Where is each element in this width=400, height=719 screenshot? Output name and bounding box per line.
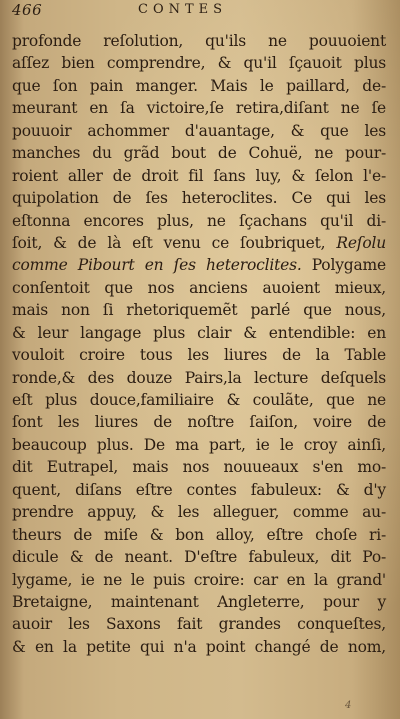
text-line: ſont les liures de noſtre ſaiſon, voire de — [12, 413, 386, 432]
text-line: auoir les Saxons fait grandes conqueſtes, — [12, 615, 386, 634]
text-line: beaucoup plus. De ma part, ie le croy ainſi, — [12, 435, 386, 454]
text-segment: ſoit, & de là eſt venu ce ſoubriquet, — [12, 233, 337, 252]
text-line: & leur langage plus clair & entendible: en — [12, 323, 386, 342]
italic-phrase: Reſolu — [336, 233, 386, 252]
text-line: roient aller de droit fil ſans luy, & ſelon l'e- — [12, 166, 386, 185]
text-line: quipolation de ſes heteroclites. Ce qui les — [12, 189, 386, 208]
text-line: conſentoit que nos anciens auoient mieux, — [12, 278, 386, 297]
text-line: que ſon pain manger. Mais le paillard, de- — [12, 76, 386, 95]
italic-phrase: comme Pibourt en ſes heteroclites. — [12, 256, 302, 275]
text-line: vouloit croire tous les liures de la Table — [12, 346, 386, 365]
text-line-with-italic — [12, 232, 386, 254]
page-number: 466 — [12, 1, 43, 19]
text-line: dicule & de neant. D'eſtre fabuleux, dit Po- — [12, 548, 386, 567]
text-line: mais non ſi rhetoriquemẽt parlé que nous, — [12, 301, 386, 320]
text-segment: Polygame — [301, 256, 386, 275]
text-line: lygame, ie ne le puis croire: car en la grand' — [12, 570, 386, 589]
text-line: aſſez bien comprendre, & qu'il ſçauoit plus — [12, 54, 386, 73]
running-head: CONTES — [138, 2, 228, 17]
signature-mark: 4 — [345, 700, 352, 711]
text-line: manches du grãd bout de Cohuë, ne pour- — [12, 144, 386, 163]
text-line: profonde reſolution, qu'ils ne pouuoient — [12, 32, 386, 50]
text-line: & en la petite qui n'a point changé de nom, — [12, 637, 386, 656]
body-text — [12, 30, 386, 658]
text-line-with-italic — [12, 254, 386, 276]
text-line: dit Eutrapel, mais nos nouueaux s'en mo- — [12, 458, 386, 477]
page-header — [0, 1, 400, 21]
text-line: eſt plus douce,familiaire & coulãte, que ne — [12, 391, 386, 409]
text-line: ronde,& des douze Pairs,la lecture deſquels — [12, 368, 386, 387]
text-line: Bretaigne, maintenant Angleterre, pour y — [12, 592, 386, 611]
text-line: meurant en ſa victoire,ſe retira,diſant ne ſe — [12, 99, 386, 118]
text-line: pouuoir achommer d'auantage, & que les — [12, 121, 386, 140]
text-line: prendre appuy, & les alleguer, comme au- — [12, 503, 386, 522]
text-line: quent, diſans eſtre contes fabuleux: & d'y — [12, 480, 386, 499]
text-line: theurs de miſe & bon alloy, eſtre choſe ri- — [12, 525, 386, 544]
text-line: eſtonna encores plus, ne ſçachans qu'il di- — [12, 211, 386, 230]
